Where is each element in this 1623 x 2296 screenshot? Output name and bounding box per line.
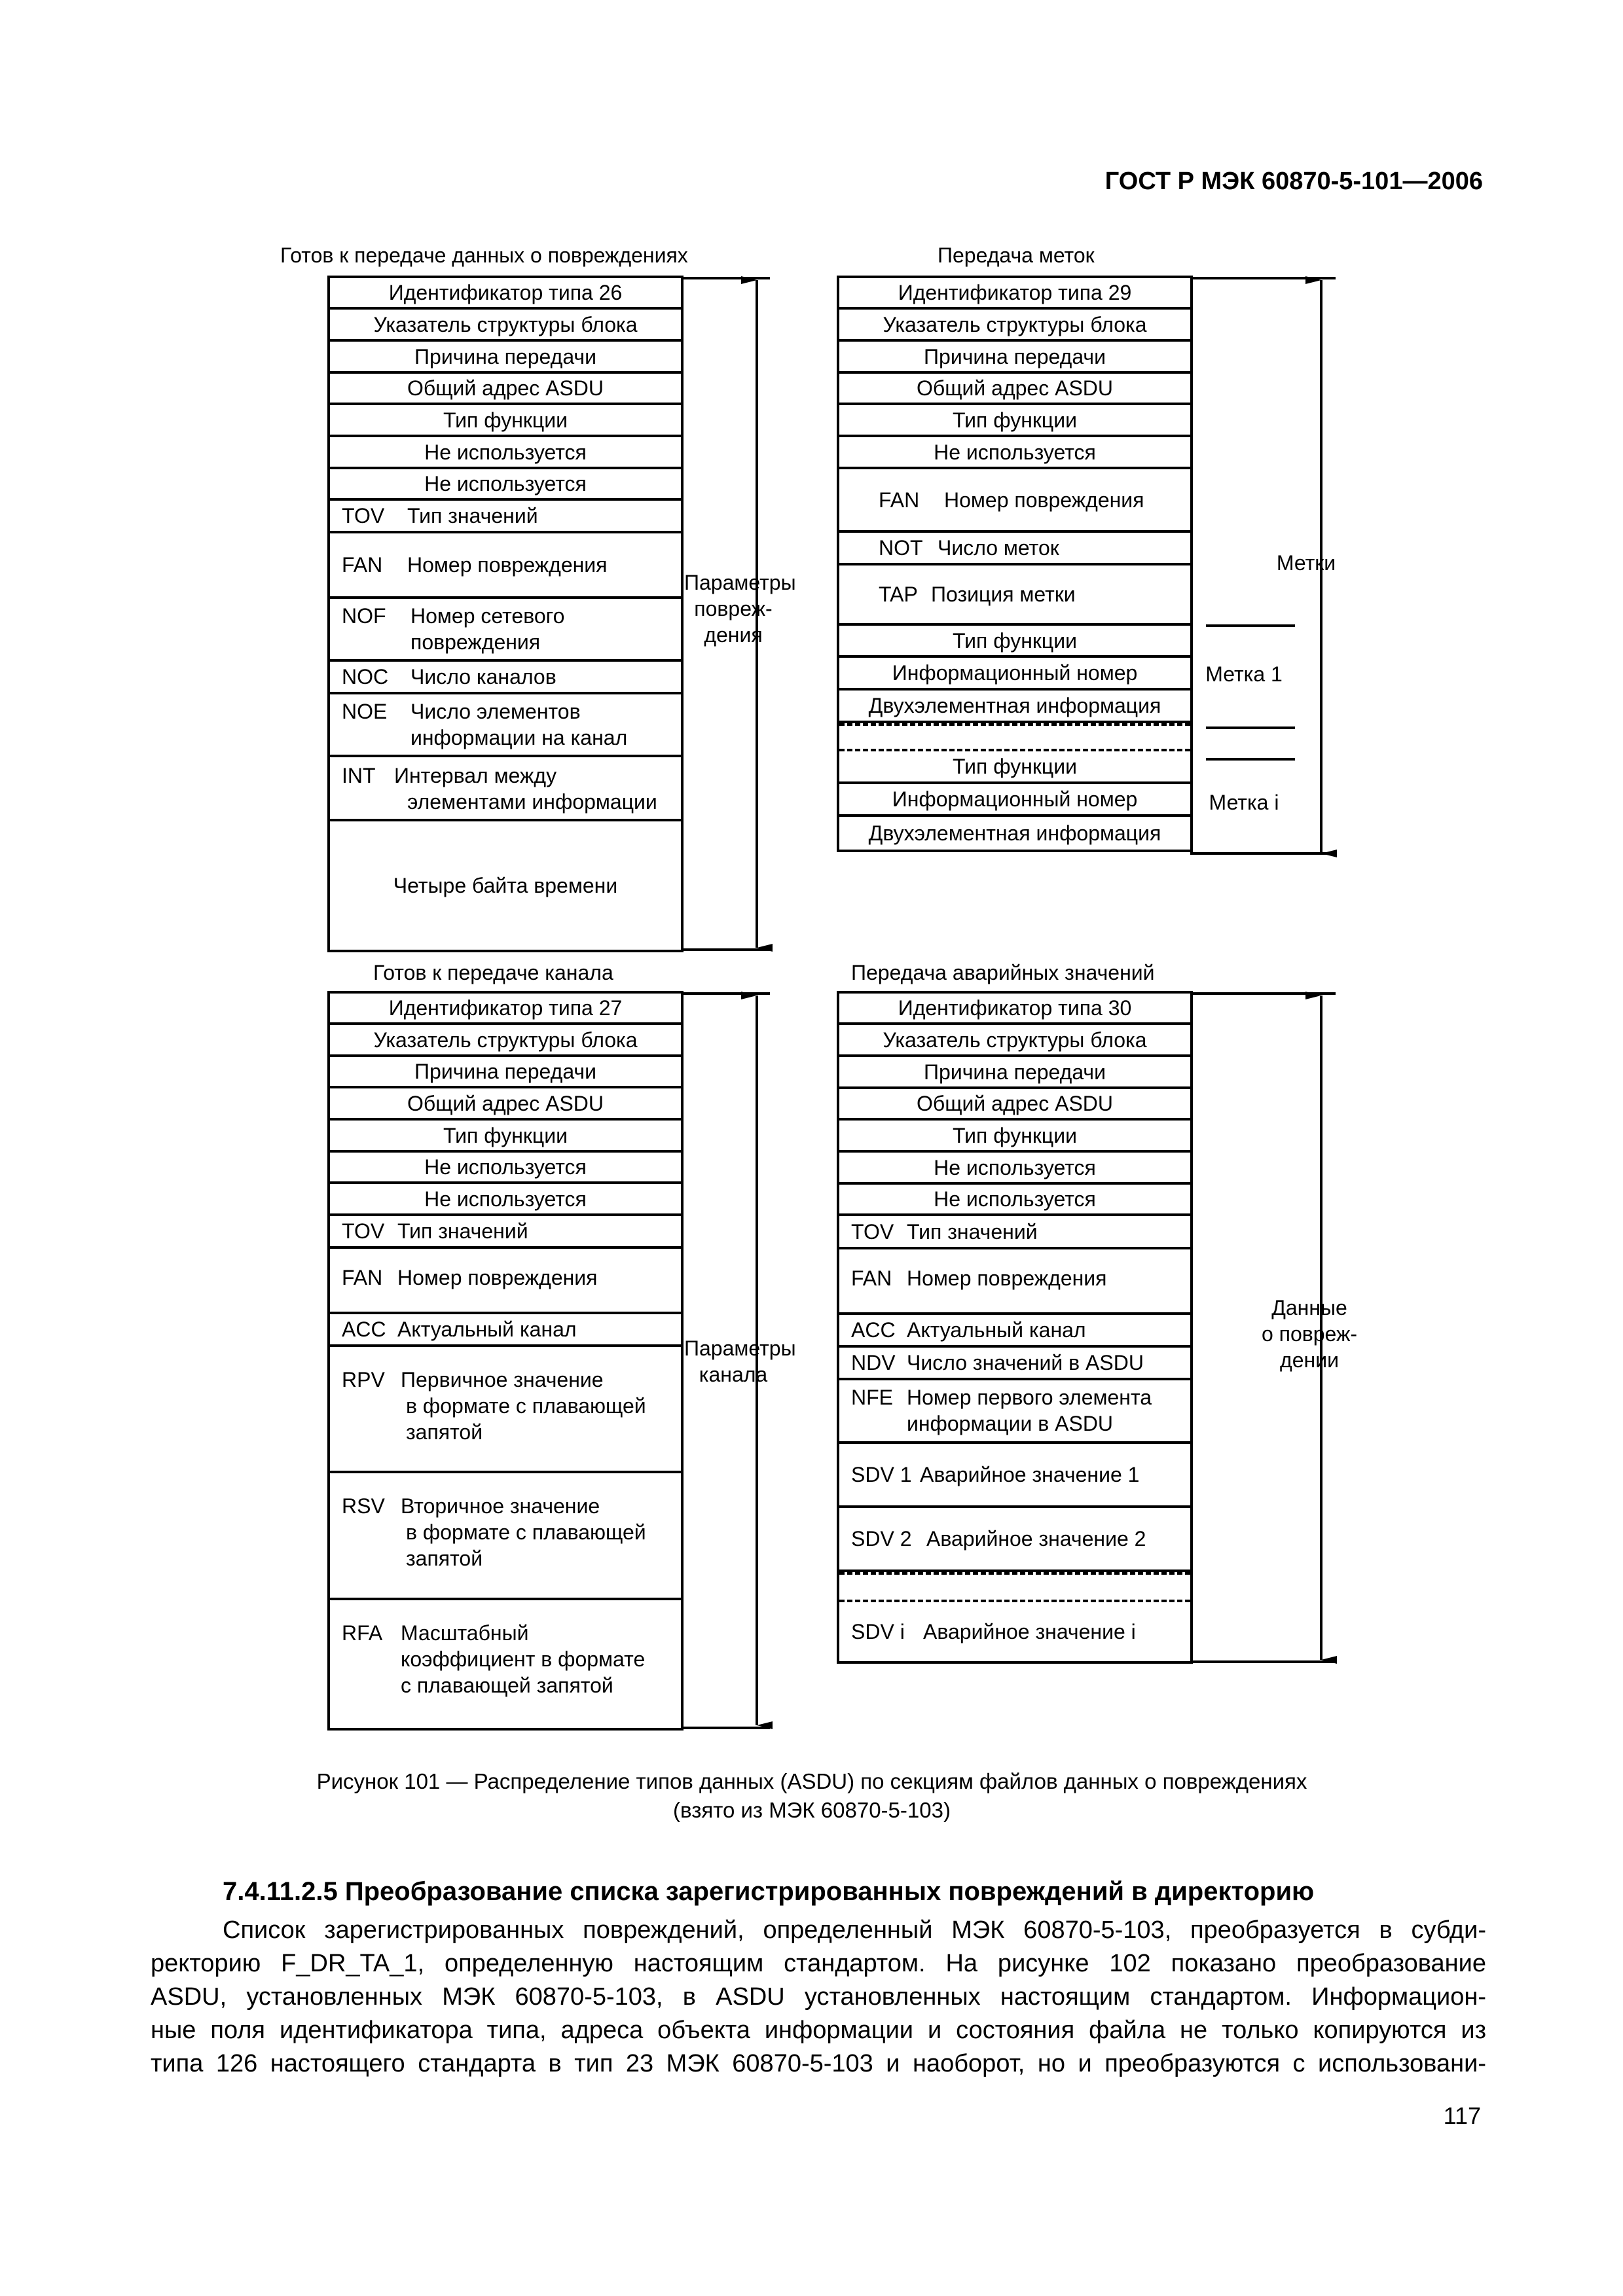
table-row: Идентификатор типа 29 xyxy=(839,278,1190,310)
table-row: Тип функции xyxy=(330,405,681,437)
table-row: ACC Актуальный канал xyxy=(839,1315,1190,1348)
table-row: RPV Первичное значение в формате с плавающей запятой xyxy=(330,1347,681,1473)
table-row: FAN Номер повреждения xyxy=(839,1249,1190,1315)
table-row: Не используется xyxy=(330,1184,681,1216)
table-row: Указатель структуры блока xyxy=(839,310,1190,342)
table-row: Не используется xyxy=(330,437,681,469)
table-row: Причина передачи xyxy=(330,1057,681,1088)
table-row: FAN Номер повреждения xyxy=(330,533,681,599)
table-row: Причина передачи xyxy=(839,342,1190,374)
table-row: Не используется xyxy=(839,1153,1190,1185)
table-row: SDV i Аварийное значение i xyxy=(851,1620,1136,1643)
table-row: Тип функции xyxy=(839,751,1190,784)
table-row: Информационный номер xyxy=(839,784,1190,817)
table-row: NFE Номер первого элемента информации в ASDU xyxy=(839,1380,1190,1444)
document-header: ГОСТ Р МЭК 60870-5-101—2006 xyxy=(1104,168,1483,195)
table-row: Информационный номер xyxy=(839,658,1190,691)
table-row: NOC Число каналов xyxy=(330,662,681,694)
table-row: TAP Позиция метки xyxy=(839,565,1190,626)
table-row: Четыре байта времени xyxy=(393,874,618,897)
table-row: Указатель структуры блока xyxy=(839,1025,1190,1057)
table-row: Общий адрес ASDU xyxy=(839,1089,1190,1121)
table-row: NDV Число значений в ASDU xyxy=(839,1348,1190,1380)
table-row: Тип функции xyxy=(839,405,1190,437)
table-row: FAN Номер повреждения xyxy=(839,469,1190,533)
table-row: NOE Число элементов информации на канал xyxy=(330,694,681,757)
table-row: FAN Номер повреждения xyxy=(330,1249,681,1314)
table-row: Не используется xyxy=(839,437,1190,469)
fig-b-group-i-label: Метка i xyxy=(1209,791,1279,814)
table-row: Общий адрес ASDU xyxy=(839,374,1190,405)
table-row: Тип функции xyxy=(330,1121,681,1153)
fig-d-side-label: Данные о повреж- дении xyxy=(1261,1296,1358,1372)
table-row: Идентификатор типа 27 xyxy=(330,994,681,1025)
table-row: RFA Масштабный коэффициент в формате с плавающей запятой xyxy=(342,1621,646,1697)
table-row: Не используется xyxy=(330,469,681,501)
figure-caption: Рисунок 101 — Распределение типов данных (ASDU) по секциям файлов данных о повреждениях (взято из МЭК 60870-5-103) xyxy=(316,1769,1307,1822)
table-row: Идентификатор типа 26 xyxy=(330,278,681,310)
fig-c-side-label: Параметры канала xyxy=(684,1336,796,1386)
table-row: Тип функции xyxy=(839,1121,1190,1153)
table-row: Двухэлементная информация xyxy=(868,821,1161,845)
table-row: NOT Число меток xyxy=(839,533,1190,565)
table-row: ACC Актуальный канал xyxy=(330,1314,681,1347)
table-row: Общий адрес ASDU xyxy=(330,374,681,405)
table-row: Причина передачи xyxy=(330,342,681,374)
body-paragraph: Список зарегистрированных повреждений, определенный МЭК 60870-5-103, преобразуется в субди- ректорию F_DR_TA_1, определенную настоящим стандартом. На рисунке 102 показано преобразование ASDU, установленных МЭК 60870-5-103, в ASDU установленных настоящим стандартом. Информацион- ные поля идентификатора типа, адреса объекта информации и состояния файла не только копируются из типа 126 настоящего стандарта в тип 23 МЭК 60870-5-103 и наоборот, но и преобразуются с использовани- xyxy=(151,1916,1486,2077)
table-row: RSV Вторичное значение в формате с плавающей запятой xyxy=(330,1473,681,1600)
table-row: Указатель структуры блока xyxy=(330,310,681,342)
fig-b-side-label: Метки xyxy=(1276,551,1336,575)
table-row: NOF Номер сетевого повреждения xyxy=(330,599,681,662)
table-row: SDV 2 Аварийное значение 2 xyxy=(839,1508,1190,1572)
table-row: Причина передачи xyxy=(839,1057,1190,1089)
fig-b-group-1-label: Метка 1 xyxy=(1205,662,1283,686)
fig-a-title: Готов к передаче данных о повреждениях xyxy=(280,243,688,267)
fig-b-title: Передача меток xyxy=(938,243,1095,267)
table-row: TOV Тип значений xyxy=(330,501,681,533)
table-row: Идентификатор типа 30 xyxy=(839,994,1190,1025)
table-row: Не используется xyxy=(839,1185,1190,1216)
table-row: INT Интервал между элементами информации xyxy=(330,757,681,821)
table-row: Двухэлементная информация xyxy=(839,691,1190,723)
table-row: TOV Тип значений xyxy=(839,1216,1190,1249)
section-title: 7.4.11.2.5 Преобразование списка зарегистрированных повреждений в директорию xyxy=(223,1877,1315,1906)
table-row: SDV 1 Аварийное значение 1 xyxy=(839,1444,1190,1508)
fig-c-title: Готов к передаче канала xyxy=(373,961,613,984)
table-row: Общий адрес ASDU xyxy=(330,1088,681,1121)
fig-a-side-label: Параметры повреж- дения xyxy=(684,571,796,647)
table-row: Указатель структуры блока xyxy=(330,1025,681,1057)
fig-d-title: Передача аварийных значений xyxy=(851,961,1155,984)
table-row: Не используется xyxy=(330,1153,681,1184)
table-row: Тип функции xyxy=(839,626,1190,658)
page-number: 117 xyxy=(1443,2102,1481,2129)
table-row: TOV Тип значений xyxy=(330,1216,681,1249)
